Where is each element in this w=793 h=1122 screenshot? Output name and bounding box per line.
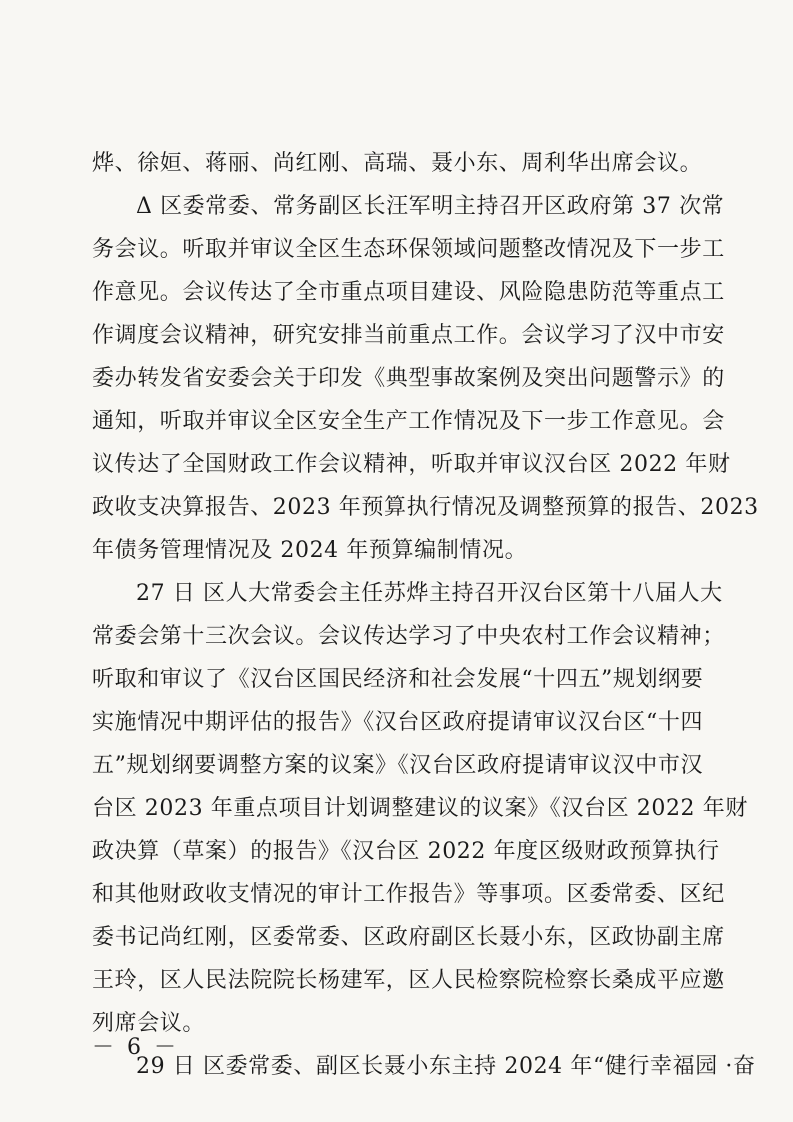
text-line: Δ 区委常委、常务副区长汪军明主持召开区政府第 37 次常: [136, 194, 725, 219]
text-line: 政决算（草案）的报告》《汉台区 2022 年度区级财政预算执行: [92, 839, 720, 864]
page-number: － 6 －: [92, 1035, 179, 1060]
text-line: 听取和审议了《汉台区国民经济和社会发展“十四五”规划纲要: [92, 667, 704, 692]
text-line: 烨、徐姮、蒋丽、尚红刚、高瑞、聂小东、周利华出席会议。: [92, 151, 703, 176]
body-text: [92, 142, 759, 1088]
text-line: 29 日 区委常委、副区长聂小东主持 2024 年“健行幸福园 ·奋: [136, 1054, 756, 1079]
text-line: 王玲，区人民法院院长杨建军，区人民检察院检察长桑成平应邀: [92, 968, 725, 993]
text-line: 五”规划纲要调整方案的议案》《汉台区政府提请审议汉中市汉: [92, 753, 704, 778]
text-line: 和其他财政收支情况的审计工作报告》等事项。区委常委、区纪: [92, 882, 725, 907]
text-line: 通知，听取并审议全区安全生产工作情况及下一步工作意见。会: [92, 409, 725, 434]
text-line: 年债务管理情况及 2024 年预算编制情况。: [92, 538, 528, 563]
text-line: 列席会议。: [92, 1011, 206, 1036]
text-line: 委办转发省安委会关于印发《典型事故案例及突出问题警示》的: [92, 366, 725, 391]
text-line: 27 日 区人大常委会主任苏烨主持召开汉台区第十八届人大: [136, 581, 723, 606]
text-line: 常委会第十三次会议。会议传达学习了中央农村工作会议精神；: [92, 624, 725, 649]
text-line: 务会议。听取并审议全区生态环保领域问题整改情况及下一步工: [92, 237, 725, 262]
text-line: 实施情况中期评估的报告》《汉台区政府提请审议汉台区“十四: [92, 710, 704, 735]
text-line: 作调度会议精神，研究安排当前重点工作。会议学习了汉中市安: [92, 323, 725, 348]
text-line: 议传达了全国财政工作会议精神，听取并审议汉台区 2022 年财: [92, 452, 731, 477]
text-line: 作意见。会议传达了全市重点项目建设、风险隐患防范等重点工: [92, 280, 725, 305]
text-line: 台区 2023 年重点项目计划调整建议的议案》《汉台区 2022 年财: [92, 796, 748, 821]
text-line: 政收支决算报告、2023 年预算执行情况及调整预算的报告、2023: [92, 495, 759, 520]
text-line: 委书记尚红刚，区委常委、区政府副区长聂小东，区政协副主席: [92, 925, 725, 950]
